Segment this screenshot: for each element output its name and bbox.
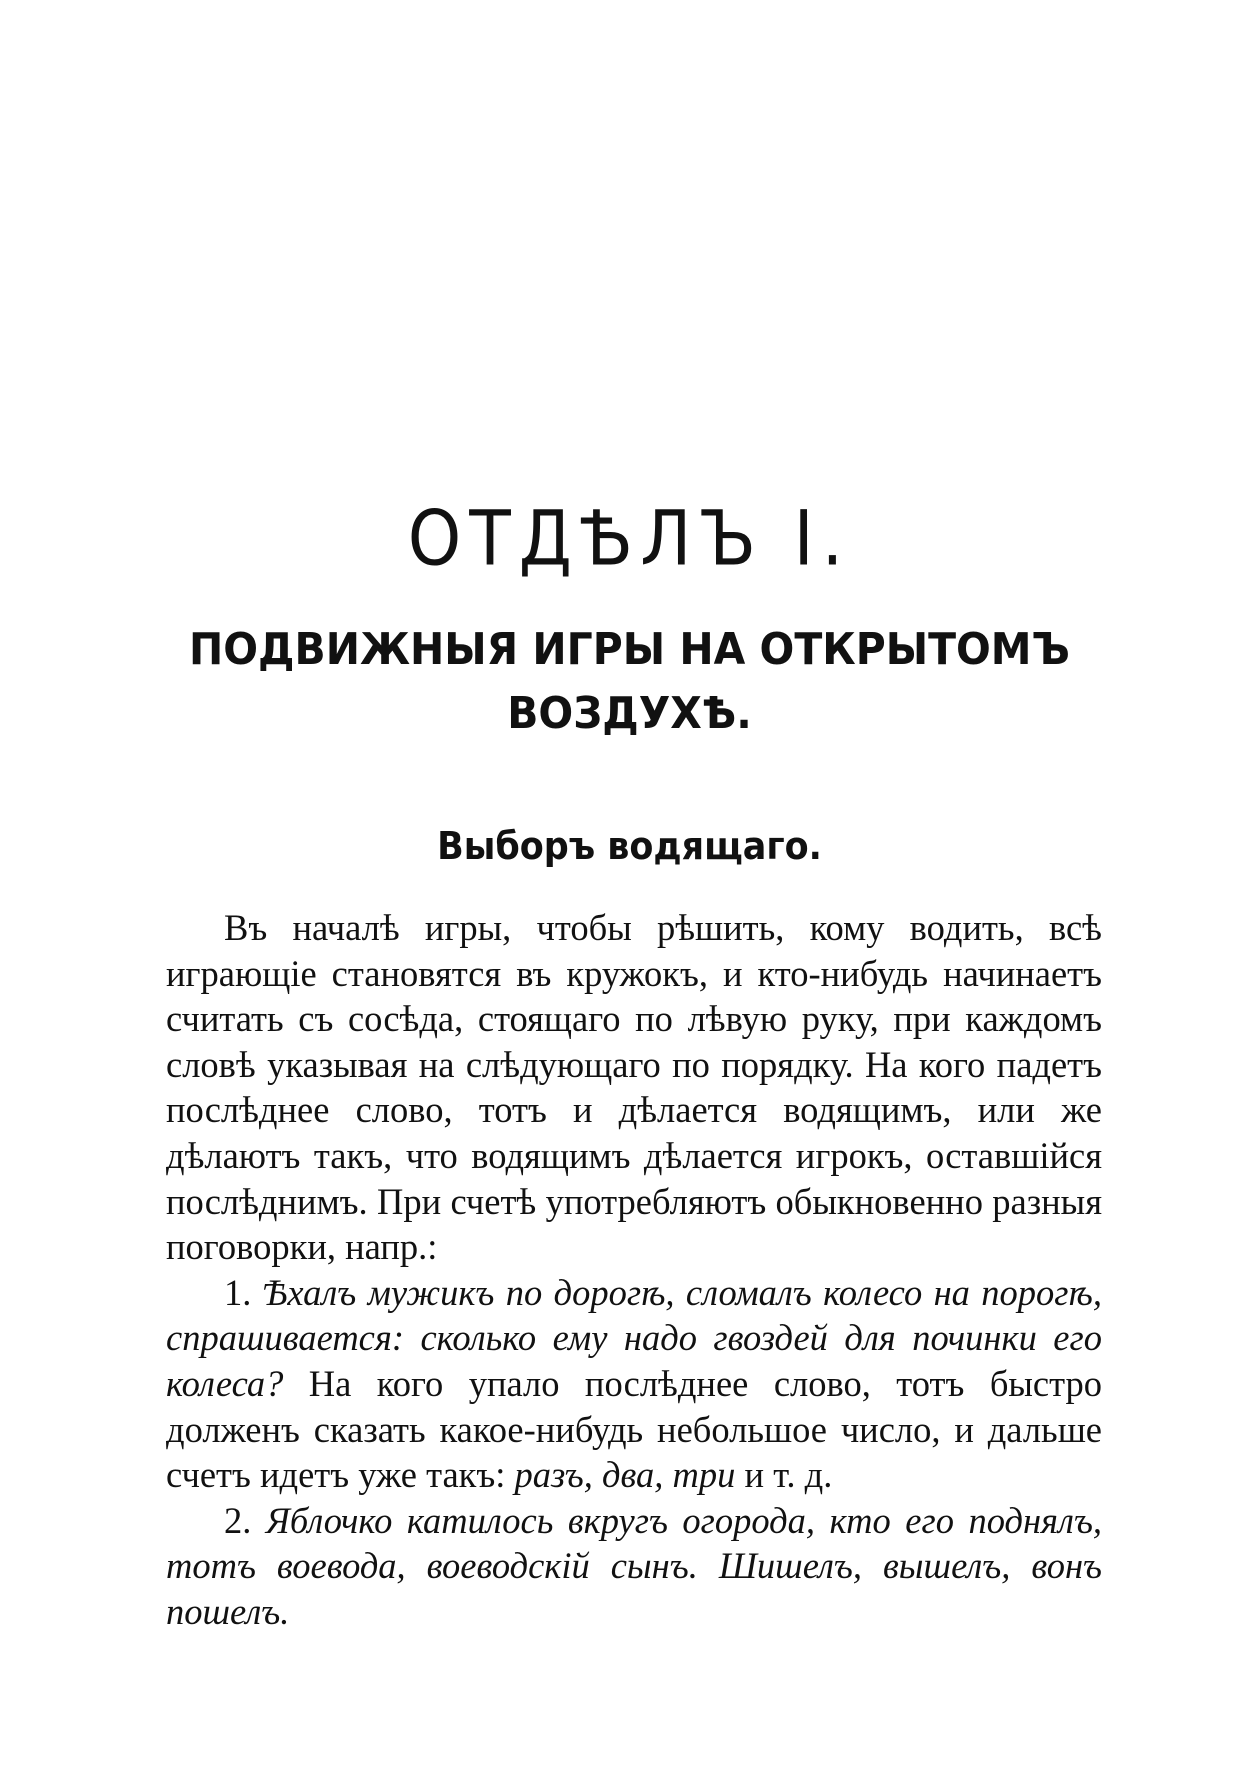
item-number: 1. <box>224 1271 252 1313</box>
subtitle-line: ПОДВИЖНЫЯ ИГРЫ НА ОТКРЫТОМЪ <box>189 624 1070 675</box>
list-item <box>166 1270 1102 1498</box>
rhyme-text: Яблочко катилось вкругъ огорода, кто его поднялъ, тотъ воевода, воеводскій сынъ. Шишелъ, вышелъ, вонъ пошелъ. <box>166 1499 1103 1632</box>
item-number: 2. <box>224 1499 252 1541</box>
rhyme-text: Ѣхалъ мужикъ по дорогѣ, сломалъ колесо на порогѣ, спрашивается: сколько ему надо гвоздей для починки его колеса? <box>166 1271 1102 1404</box>
item-tail: и т. д. <box>744 1454 833 1496</box>
list-item <box>166 1498 1102 1635</box>
section-subtitle <box>44 618 1215 746</box>
count-words: разъ, два, три <box>514 1454 736 1496</box>
body-text <box>166 905 1102 1635</box>
section-title: ОТДѢЛЪ I. <box>407 495 852 584</box>
item-text: На кого упало послѣднее слово, тотъ быстро долженъ сказать какое-нибудь небольшое число, и дальше счетъ идетъ уже такъ: <box>166 1362 1103 1496</box>
subtitle-line: ВОЗДУХѢ. <box>507 688 752 739</box>
subsection-heading: Выборъ водящаго. <box>437 824 822 868</box>
intro-paragraph: Въ началѣ игры, чтобы рѣшить, кому водить, всѣ играющіе становятся въ кружокъ, и кто-нибудь начинаетъ считать съ сосѣда, стоящаго по лѣвую руку, при каждомъ словѣ указывая на слѣдующаго по порядку. На кого падетъ послѣднее слово, тотъ и дѣлается водящимъ, или же дѣлаютъ такъ, что водящимъ дѣлается игрокъ, оставшійся послѣднимъ. При счетѣ употребляютъ обыкновенно разныя поговорки, напр.: <box>166 907 1102 1268</box>
